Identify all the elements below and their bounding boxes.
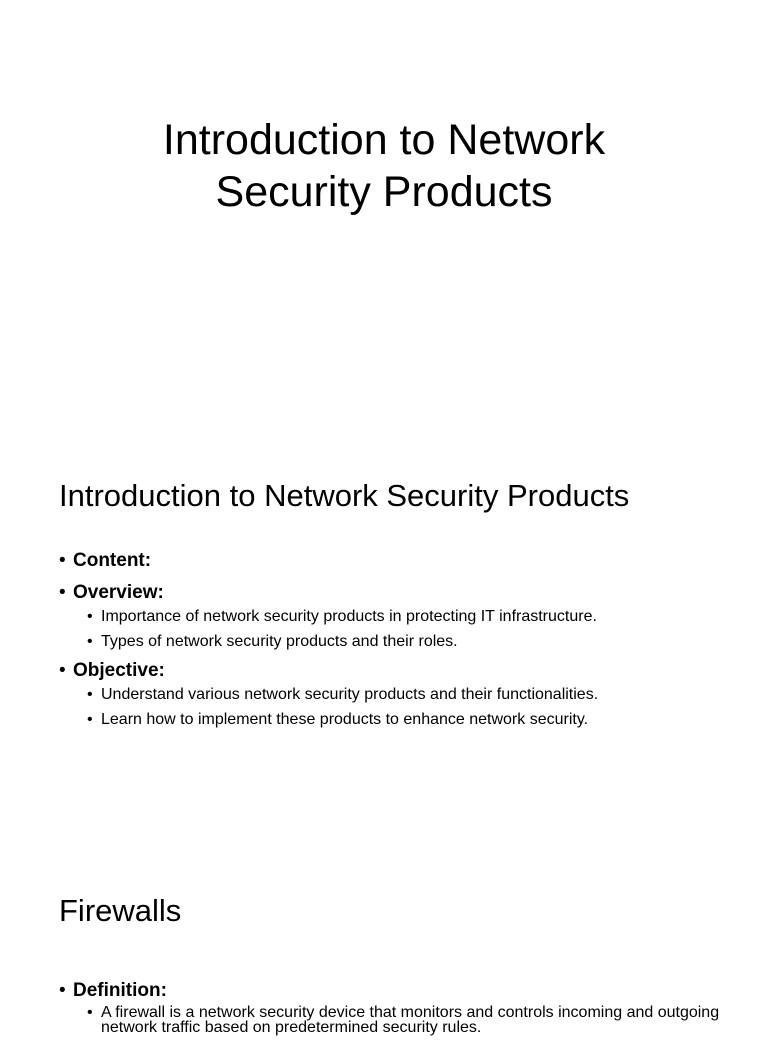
- sub-bullet-item: • Types of network security products and their roles.: [73, 632, 728, 651]
- bullet-label: Objective:: [73, 660, 165, 681]
- sub-bullet-item: • A firewall is a network security device that monitors and controls incoming and outgoing network traffic based on predetermined security rules.: [73, 1005, 728, 1035]
- slide-heading: Firewalls: [59, 893, 182, 928]
- bullet-item: [59, 581, 728, 651]
- bullet-item: [59, 659, 728, 729]
- bullet-label: Overview:: [73, 582, 164, 603]
- bullet-label: Content:: [73, 550, 152, 571]
- sub-bullet-list: [73, 1005, 728, 1035]
- presentation-title: [0, 114, 768, 218]
- sub-bullet-item: • Understand various network security products and their functionalities.: [73, 685, 728, 704]
- sub-bullet-list: [73, 685, 728, 729]
- slide-heading: Introduction to Network Security Products: [59, 478, 630, 513]
- title-line: Security Products: [215, 168, 553, 216]
- title-line: Introduction to Network: [162, 116, 606, 164]
- slide-introduction: [0, 400, 768, 800]
- bullet-item: [59, 979, 728, 1035]
- bullet-list: [59, 549, 728, 737]
- bullet-item: [59, 549, 728, 573]
- sub-bullet-item: • Learn how to implement these products to enhance network security.: [73, 710, 728, 729]
- bullet-label: Definition:: [73, 980, 167, 1001]
- slide-firewalls: [0, 830, 768, 1036]
- bullet-list: [59, 979, 728, 1043]
- slide-title: [0, 0, 768, 360]
- sub-bullet-list: [73, 607, 728, 651]
- sub-bullet-item: • Importance of network security products in protecting IT infrastructure.: [73, 607, 728, 626]
